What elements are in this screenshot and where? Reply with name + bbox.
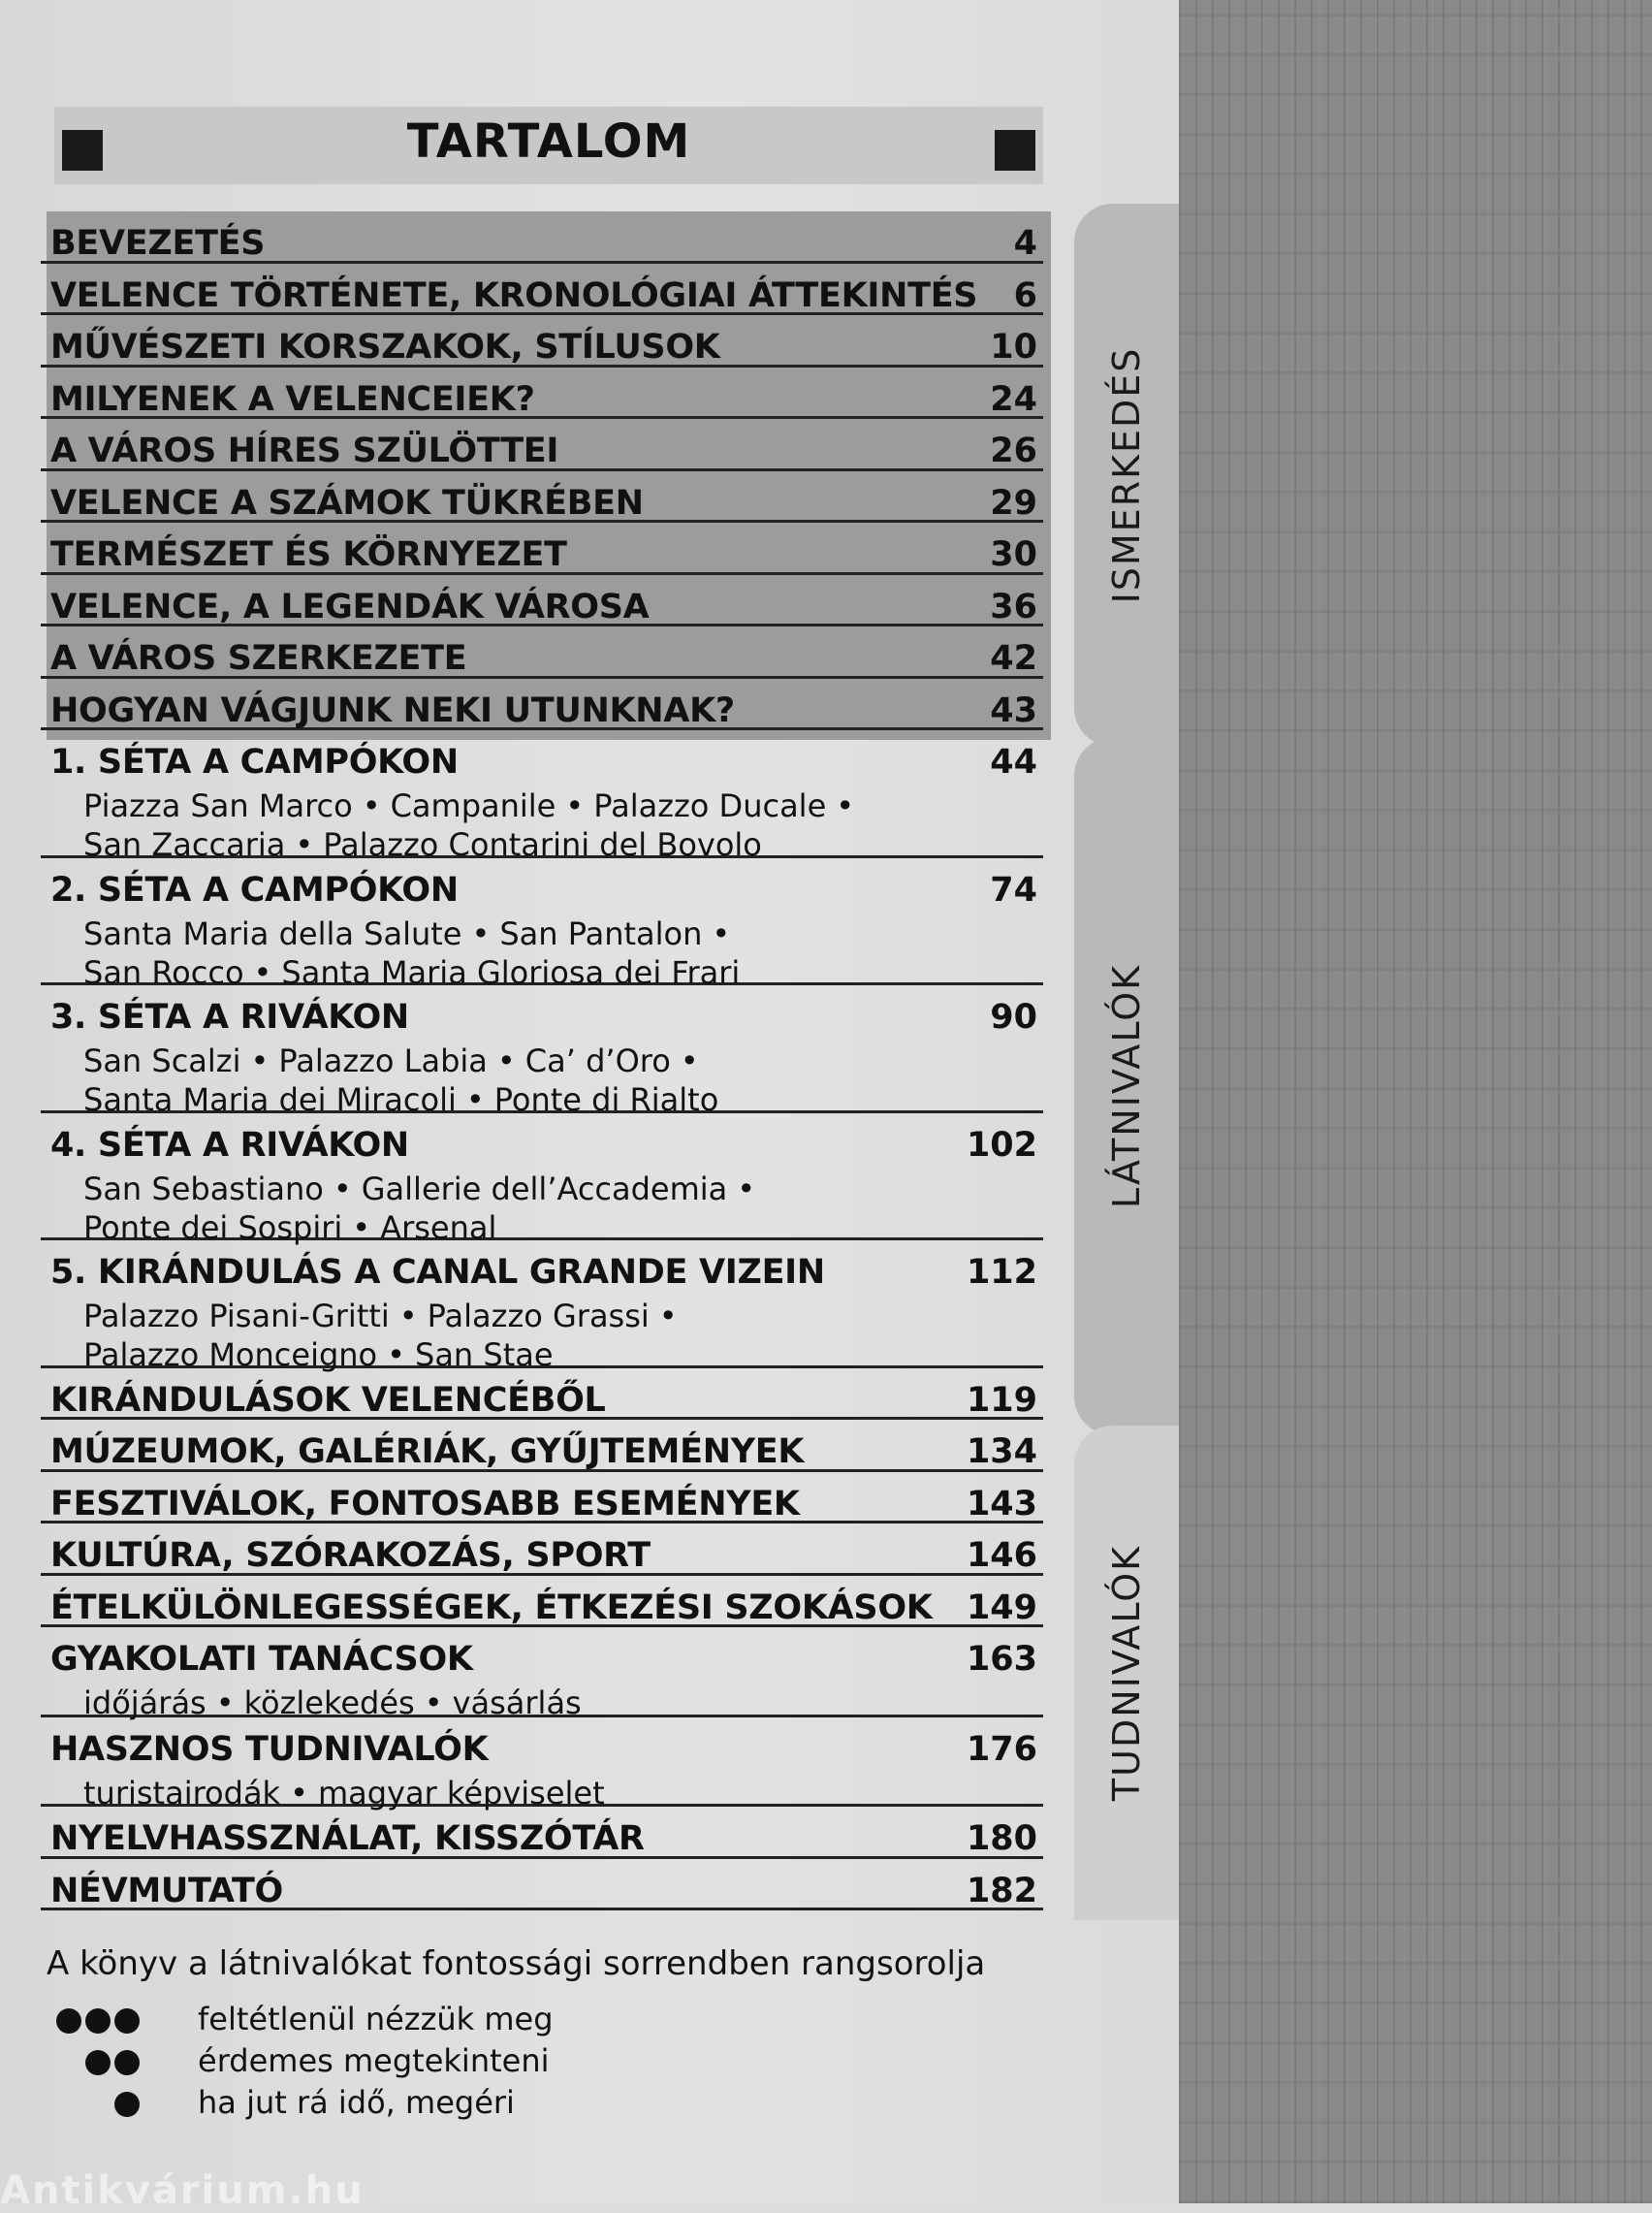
bullet-separator: • — [465, 1081, 485, 1118]
toc-entry — [41, 315, 1043, 368]
sights-line — [83, 1042, 718, 1080]
title-bar — [54, 107, 1043, 184]
toc-entry-title: KIRÁNDULÁSOK VELENCÉBŐL — [50, 1380, 606, 1420]
toc-entry-page: 182 — [966, 1871, 1037, 1910]
toc-entry — [41, 523, 1043, 575]
bullet-separator: • — [253, 953, 272, 991]
rating-dots-icon — [47, 2092, 140, 2121]
toc-entry-title: A VÁROS HÍRES SZÜLÖTTEI — [50, 432, 559, 470]
sight-name: Palazzo Ducale — [593, 787, 827, 824]
sight-name: Santa Maria dei Miracoli — [83, 1081, 457, 1118]
bullet-separator: • — [250, 1042, 270, 1079]
toc-entry — [41, 264, 1043, 316]
toc-entry — [41, 471, 1043, 524]
bullet-separator: • — [737, 1170, 756, 1207]
bullet-separator: • — [290, 1774, 308, 1812]
bullet-separator: • — [471, 914, 491, 952]
toc-entry — [41, 1113, 1043, 1246]
toc-entry — [41, 1859, 1043, 1911]
toc-entry-title: HASZNOS TUDNIVALÓK — [50, 1729, 489, 1769]
sight-name: turistairodák — [83, 1774, 281, 1812]
sight-name: Ponte dei Sospiri — [83, 1208, 343, 1246]
sight-name: Arsenal — [380, 1208, 497, 1246]
rating-legend — [47, 1944, 1055, 2126]
wooden-surface — [1179, 0, 1652, 2203]
bullet-separator: • — [836, 787, 855, 824]
sight-name: Campanile — [390, 787, 556, 824]
sight-name: Gallerie dell’Accademia — [361, 1170, 728, 1207]
rating-dot — [114, 2092, 140, 2117]
section-tab-label: LÁTNIVALÓK — [1105, 963, 1148, 1209]
toc-entry — [41, 730, 1043, 863]
toc-entry — [41, 679, 1043, 731]
toc-entry-sights — [83, 1170, 765, 1247]
toc-entry-page: 176 — [966, 1729, 1037, 1769]
sight-name: Santa Maria della Salute — [83, 914, 462, 952]
toc-entry-title: TERMÉSZET ÉS KÖRNYEZET — [50, 535, 567, 574]
toc-entry-title: MŰVÉSZETI KORSZAKOK, STÍLUSOK — [50, 328, 720, 367]
sight-name: Palazzo Labia — [278, 1042, 488, 1079]
toc-entry-title: 3. SÉTA A RIVÁKON — [50, 998, 409, 1037]
toc-entry — [41, 1368, 1043, 1421]
bullet-separator: • — [712, 914, 731, 952]
sight-name: Palazzo Pisani-Gritti — [83, 1298, 390, 1334]
bullet-separator: • — [658, 1298, 678, 1334]
bullet-separator: • — [565, 787, 585, 824]
sight-name: időjárás — [83, 1684, 206, 1721]
toc-entry-title: ÉTELKÜLÖNLEGESSÉGEK, ÉTKEZÉSI SZOKÁSOK — [50, 1588, 933, 1627]
toc-entry-page: 6 — [1013, 275, 1037, 315]
sight-name: Santa Maria Gloriosa dei Frari — [281, 953, 741, 991]
legend-label: feltétlenül nézzük meg — [198, 2001, 554, 2037]
toc-entry-page: 30 — [990, 535, 1037, 574]
toc-entry-title: VELENCE A SZÁMOK TÜKRÉBEN — [50, 483, 644, 523]
toc-entry-title: HOGYAN VÁGJUNK NEKI UTUNKNAK? — [50, 690, 735, 730]
toc-entry-page: 143 — [966, 1484, 1037, 1523]
toc-entry-title: BEVEZETÉS — [50, 224, 266, 263]
sights-line — [83, 914, 740, 953]
toc-entry-page: 74 — [990, 870, 1037, 910]
toc-entry-page: 10 — [990, 328, 1037, 367]
toc-entry-page: 26 — [990, 432, 1037, 470]
toc-entry — [41, 626, 1043, 679]
toc-entry — [41, 1472, 1043, 1524]
bullet-separator: • — [398, 1298, 418, 1334]
rating-dot — [85, 2050, 111, 2075]
toc-entry-title: KULTÚRA, SZÓRAKOZÁS, SPORT — [50, 1536, 651, 1575]
toc-entry-page: 102 — [966, 1125, 1037, 1165]
legend-item — [47, 2084, 1055, 2126]
toc-entry-sights — [83, 1042, 718, 1119]
legend-item — [47, 2042, 1055, 2084]
sight-name: San Sebastiano — [83, 1170, 324, 1207]
toc-entry-title: 4. SÉTA A RIVÁKON — [50, 1125, 409, 1165]
toc-entry-page: 42 — [990, 639, 1037, 678]
legend-label: érdemes megtekinteni — [198, 2042, 550, 2079]
toc-entry — [41, 1420, 1043, 1472]
toc-entry-title: 5. KIRÁNDULÁS A CANAL GRANDE VIZEIN — [50, 1253, 825, 1292]
sight-name: Ca’ d’Oro — [524, 1042, 671, 1079]
bullet-separator: • — [295, 826, 314, 863]
toc-entry-page: 90 — [990, 998, 1037, 1037]
sight-name: magyar képviselet — [317, 1774, 605, 1812]
bullet-separator: • — [680, 1042, 699, 1079]
sight-name: San Stae — [415, 1336, 554, 1373]
toc-entry-title: VELENCE, A LEGENDÁK VÁROSA — [50, 587, 650, 626]
bullet-separator: • — [387, 1336, 405, 1373]
toc-entry — [41, 1717, 1043, 1812]
sight-name: vásárlás — [452, 1684, 582, 1721]
sights-line — [83, 1170, 765, 1208]
toc-entry-page: 163 — [966, 1640, 1037, 1679]
toc-entry-page: 146 — [966, 1536, 1037, 1575]
sight-name: Palazzo Grassi — [427, 1298, 650, 1334]
toc-entry-title: A VÁROS SZERKEZETE — [50, 639, 467, 678]
toc-entry-page: 180 — [966, 1819, 1037, 1858]
watermark: Antikvárium.hu — [0, 2168, 365, 2213]
sights-line — [83, 1297, 687, 1335]
toc-entry — [41, 575, 1043, 627]
toc-entry-title: FESZTIVÁLOK, FONTOSABB ESEMÉNYEK — [50, 1484, 800, 1523]
toc-entry — [41, 1240, 1043, 1373]
sight-name: közlekedés — [243, 1684, 415, 1721]
legend-intro: A könyv a látnivalókat fontossági sorrendben rangsorolja — [47, 1944, 986, 1983]
sight-name: San Scalzi — [83, 1042, 241, 1079]
toc-entry — [41, 1807, 1043, 1859]
bullet-separator: • — [352, 1208, 371, 1246]
rating-dot — [56, 2008, 81, 2034]
toc-entry-sights — [83, 914, 740, 992]
section-tab-latnivalok — [1074, 737, 1179, 1435]
toc-entry-page: 134 — [966, 1432, 1037, 1471]
rating-dot — [114, 2050, 140, 2075]
toc-entry-page: 44 — [990, 743, 1037, 782]
toc-entry — [41, 1523, 1043, 1576]
bullet-separator: • — [333, 1170, 352, 1207]
bullet-separator: • — [496, 1042, 516, 1079]
sights-line — [83, 786, 864, 825]
toc-entry-page: 4 — [1013, 224, 1037, 263]
toc-entry-page: 112 — [966, 1253, 1037, 1292]
toc-entry-title: GYAKOLATI TANÁCSOK — [50, 1640, 473, 1679]
rating-dot — [85, 2008, 111, 2034]
toc-entry-page: 24 — [990, 379, 1037, 419]
toc-entry-page: 149 — [966, 1588, 1037, 1627]
toc-entry — [41, 368, 1043, 420]
toc-entry — [41, 211, 1043, 264]
toc-entry-title: 1. SÉTA A CAMPÓKON — [50, 743, 459, 782]
sight-name: San Pantalon — [499, 914, 703, 952]
toc-entry-page: 43 — [990, 690, 1037, 730]
bullet-separator: • — [362, 787, 381, 824]
table-of-contents — [41, 211, 1043, 1910]
legend-label: ha jut rá idő, megéri — [198, 2084, 515, 2121]
toc-entry — [41, 858, 1043, 991]
toc-entry-sights — [83, 1297, 687, 1374]
rating-dots-icon — [47, 2008, 140, 2037]
page-title: TARTALOM — [406, 114, 691, 169]
bullet-separator: • — [215, 1684, 235, 1721]
toc-entry-sights — [83, 786, 864, 864]
toc-entry-title: VELENCE TÖRTÉNETE, KRONOLÓGIAI ÁTTEKINTÉS — [50, 275, 978, 315]
sight-name: Palazzo Contarini del Bovolo — [323, 826, 762, 863]
rating-dot — [114, 2008, 140, 2034]
square-bullet-icon — [995, 130, 1035, 171]
section-tab-tudnivalok — [1074, 1426, 1179, 1920]
sight-name: Palazzo Monceigno — [83, 1336, 378, 1373]
sight-name: San Rocco — [83, 953, 244, 991]
toc-entry-page: 36 — [990, 587, 1037, 626]
toc-entry-title: 2. SÉTA A CAMPÓKON — [50, 870, 459, 910]
toc-entry-title: NÉVMUTATÓ — [50, 1871, 283, 1910]
section-tab-ismerkedes — [1074, 204, 1179, 747]
section-tab-label: ISMERKEDÉS — [1105, 346, 1148, 604]
toc-entry-title: MÚZEUMOK, GALÉRIÁK, GYŰJTEMÉNYEK — [50, 1432, 805, 1471]
legend-item — [47, 2001, 1055, 2042]
toc-entry-page: 29 — [990, 483, 1037, 523]
rating-dots-icon — [47, 2050, 140, 2079]
toc-entry — [41, 1627, 1043, 1721]
sight-name: Ponte di Rialto — [493, 1081, 719, 1118]
toc-entry — [41, 1576, 1043, 1628]
section-tab-label: TUDNIVALÓK — [1105, 1544, 1148, 1802]
toc-entry — [41, 985, 1043, 1118]
bullet-separator: • — [424, 1684, 443, 1721]
sight-name: Piazza San Marco — [83, 787, 353, 824]
toc-entry — [41, 419, 1043, 471]
toc-entry-page: 119 — [966, 1380, 1037, 1420]
toc-entry-title: NYELVHASSZNÁLAT, KISSZÓTÁR — [50, 1819, 645, 1858]
toc-entry-title: MILYENEK A VELENCEIEK? — [50, 379, 535, 419]
sight-name: San Zaccaria — [83, 826, 286, 863]
